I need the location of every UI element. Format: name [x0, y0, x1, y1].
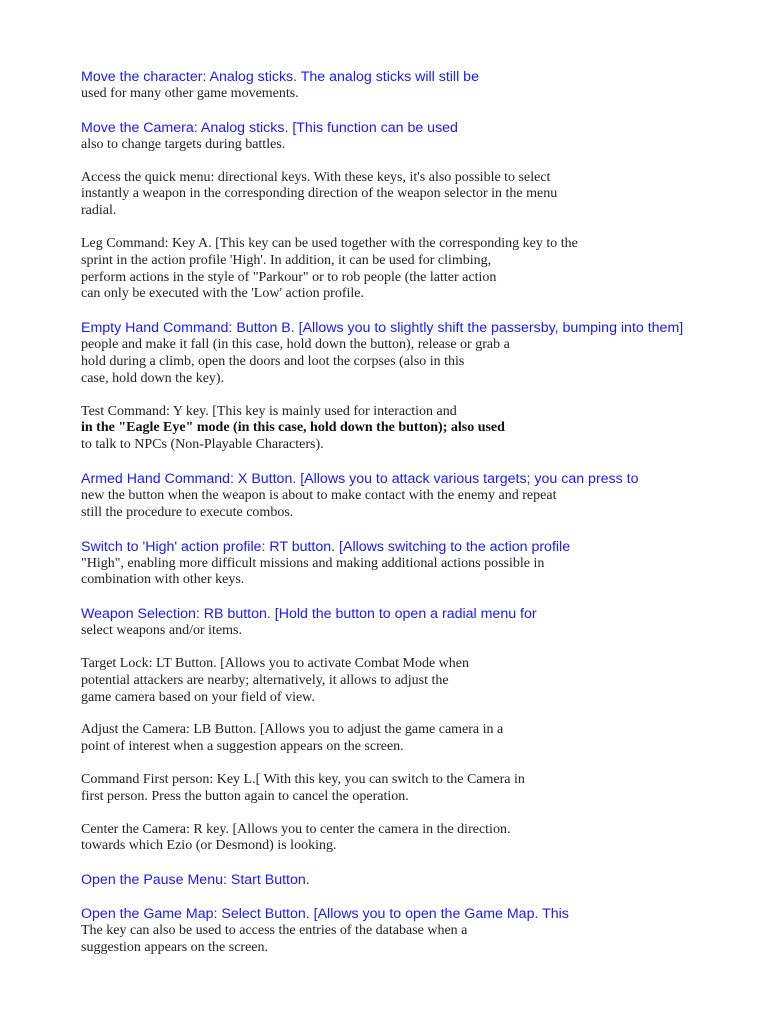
text-line: perform actions in the style of "Parkour" or to rob people (the latter action	[81, 269, 497, 285]
text-line: can only be executed with the 'Low' action profile.	[81, 286, 365, 302]
text-line: select weapons and/or items.	[81, 623, 242, 639]
text-line: The key can also be used to access the entries of the database when a	[81, 923, 468, 939]
text-line: Move the Camera: Analog sticks. [This function can be used	[81, 119, 458, 136]
text-line: Weapon Selection: RB button. [Hold the button to open a radial menu for	[81, 606, 537, 623]
paragraph	[81, 722, 741, 756]
paragraph	[81, 236, 741, 303]
text-line: case, hold down the key).	[81, 370, 225, 386]
text-line: Armed Hand Command: X Button. [Allows you to attack various targets; you can press to	[81, 470, 639, 487]
paragraph	[81, 772, 741, 806]
text-line: Adjust the Camera: LB Button. [Allows you to adjust the game camera in a	[81, 722, 504, 738]
text-line: point of interest when a suggestion appears on the screen.	[81, 739, 404, 755]
text-line: Test Command: Y key. [This key is mainly used for interaction and	[81, 403, 457, 419]
paragraph	[81, 319, 741, 387]
text-line: Access the quick menu: directional keys. With these keys, it's also possible to select	[81, 169, 551, 185]
text-line: combination with other keys.	[81, 572, 245, 588]
text-line: Switch to 'High' action profile: RT button. [Allows switching to the action profile	[81, 538, 571, 555]
paragraph	[81, 68, 741, 103]
text-line: still the procedure to execute combos.	[81, 504, 294, 520]
text-line: hold during a climb, open the doors and loot the corpses (also in this	[81, 353, 465, 369]
paragraph	[81, 170, 741, 220]
text-line: Empty Hand Command: Button B. [Allows you to slightly shift the passersby, bumping into them]	[81, 320, 684, 337]
text-line: used for many other game movements.	[81, 86, 299, 101]
paragraph	[81, 905, 741, 957]
text-line: sprint in the action profile 'High'. In addition, it can be used for climbing,	[81, 252, 492, 268]
paragraph	[81, 605, 741, 640]
text-line: radial.	[81, 203, 117, 219]
text-line: Open the Game Map: Select Button. [Allows you to open the Game Map. This	[81, 906, 569, 923]
text-line: game camera based on your field of view.	[81, 689, 315, 705]
text-line: people and make it fall (in this case, hold down the button), release or grab a	[81, 337, 510, 353]
text-line: new the button when the weapon is about to make contact with the enemy and repeat	[81, 487, 557, 503]
text-line: Leg Command: Key A. [This key can be used together with the corresponding key to the	[81, 235, 578, 251]
text-line: potential attackers are nearby; alternatively, it allows to adjust the	[81, 672, 449, 688]
paragraph	[81, 470, 741, 522]
paragraph	[81, 538, 741, 590]
text-line: instantly a weapon in the corresponding direction of the weapon selector in the menu	[81, 186, 558, 202]
text-line: Command First person: Key L.[ With this key, you can switch to the Camera in	[81, 771, 525, 787]
paragraph	[81, 404, 741, 454]
text-line: suggestion appears on the screen.	[81, 939, 268, 955]
text-line: Open the Pause Menu: Start Button.	[81, 872, 310, 889]
paragraph	[81, 871, 741, 889]
text-line: Move the character: Analog sticks. The analog sticks will still be	[81, 69, 479, 85]
text-line: also to change targets during battles.	[81, 136, 286, 152]
text-line: Target Lock: LT Button. [Allows you to activate Combat Mode when	[81, 655, 469, 671]
document-page	[81, 68, 741, 973]
text-line: in the "Eagle Eye" mode (in this case, hold down the button); also used	[81, 420, 505, 436]
text-line: towards which Ezio (or Desmond) is looking.	[81, 838, 337, 854]
paragraph	[81, 822, 741, 856]
text-line: "High", enabling more difficult missions and making additional actions possible in	[81, 555, 545, 571]
text-line: to talk to NPCs (Non-Playable Characters).	[81, 437, 324, 453]
text-line: first person. Press the button again to cancel the operation.	[81, 788, 409, 804]
text-line: Center the Camera: R key. [Allows you to center the camera in the direction.	[81, 821, 511, 837]
paragraph	[81, 119, 741, 154]
paragraph	[81, 656, 741, 706]
